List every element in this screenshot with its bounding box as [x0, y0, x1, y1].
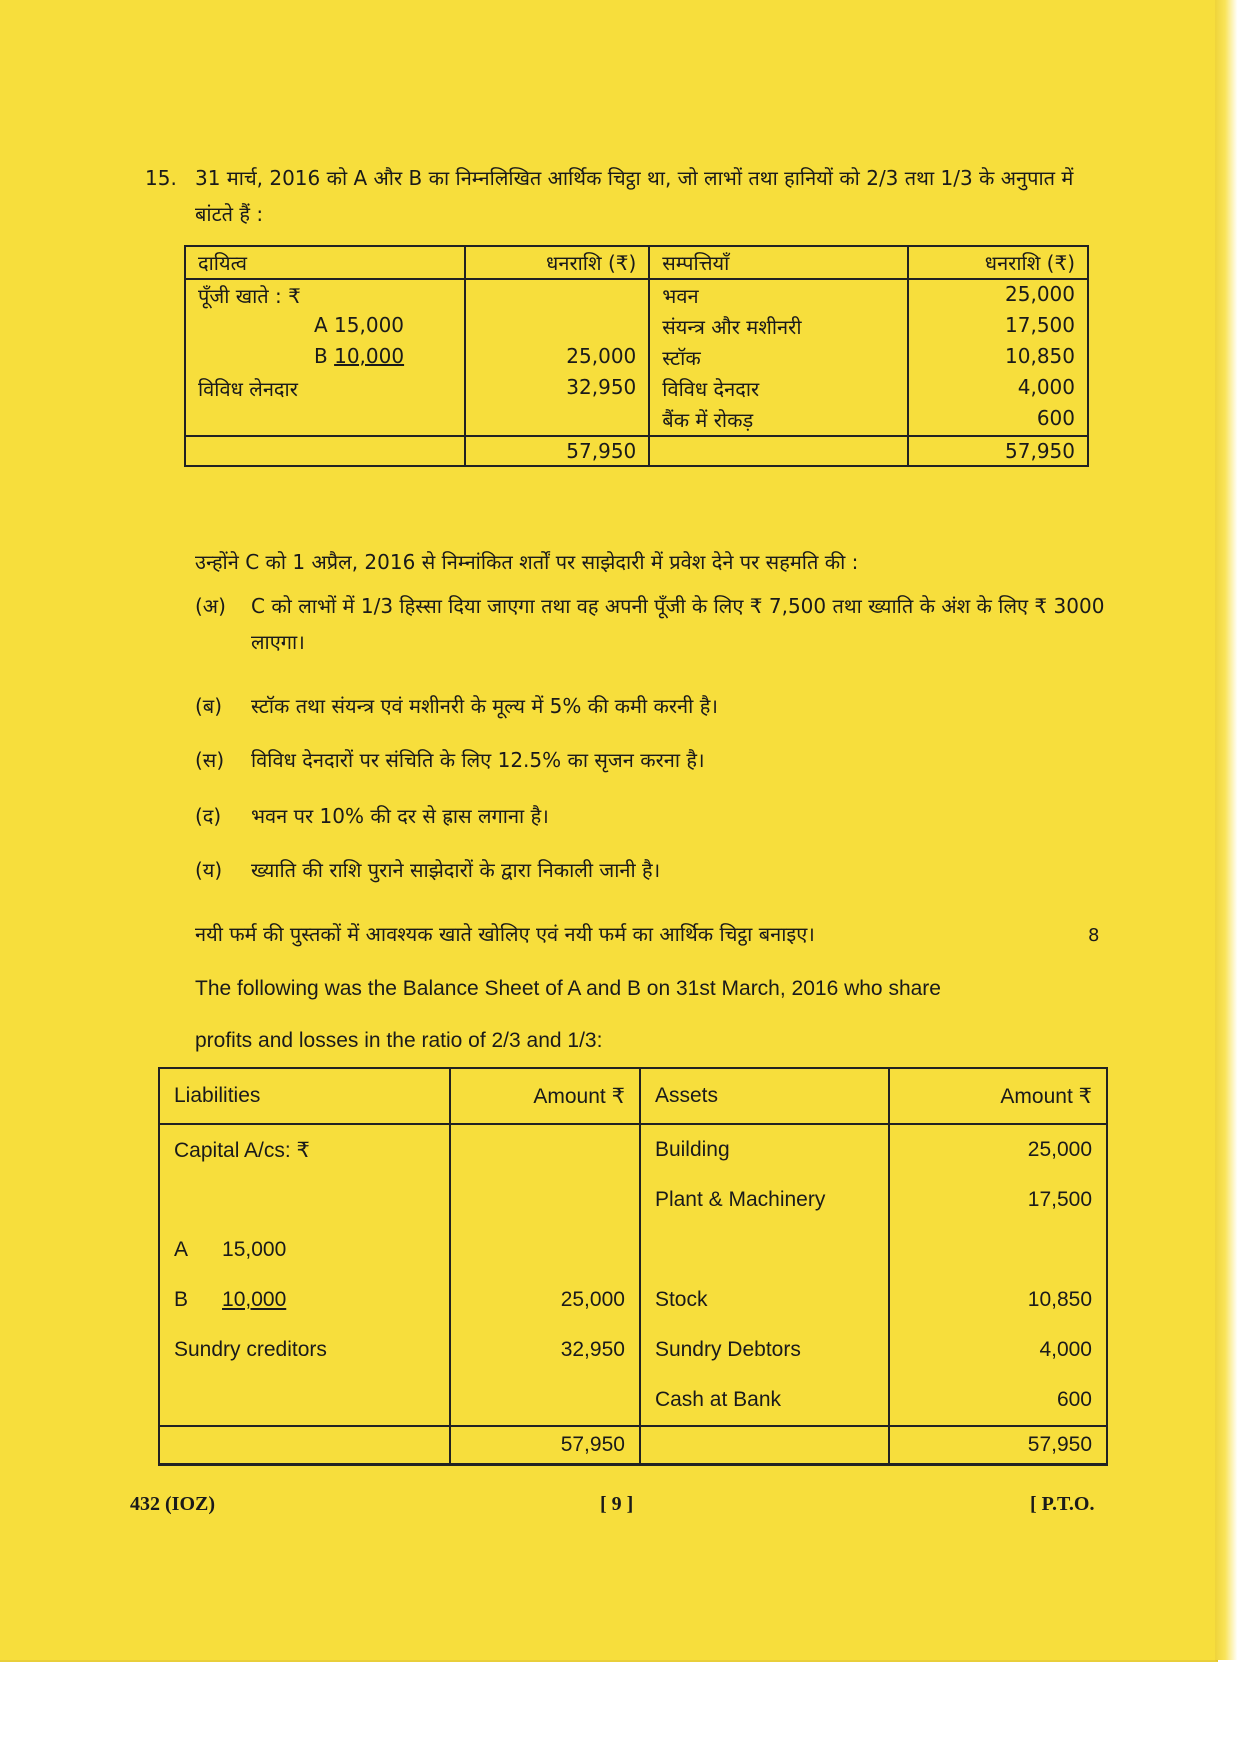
condition-item: [195, 742, 1115, 778]
capital-b-value: 10,000: [222, 1288, 287, 1311]
table-row: [185, 404, 1088, 436]
creditors-label: Sundry creditors: [159, 1325, 450, 1375]
condition-text: स्टॉक तथा संयन्त्र एवं मशीनरी के मूल्य में 5% की कमी करनी है।: [251, 694, 718, 718]
table-header-row: [159, 1068, 1107, 1124]
question-intro-hi: [145, 160, 1115, 232]
table-header-row: [185, 246, 1088, 279]
condition-label: (द): [195, 804, 222, 828]
asset-value: 4,000: [908, 373, 1088, 404]
admission-text: उन्होंने C को 1 अप्रैल, 2016 से निम्नांकित शर्तों पर साझेदारी में प्रवेश देने पर सहमति की :: [195, 550, 859, 574]
table-row: [185, 279, 1088, 311]
page-number: [ 9 ]: [600, 1493, 634, 1515]
asset-value: 25,000: [908, 279, 1088, 311]
capital-total: 25,000: [465, 342, 650, 373]
creditors-label: विविध लेनदार: [185, 373, 465, 404]
condition-text: C को लाभों में 1/3 हिस्सा दिया जाएगा तथा वह अपनी पूँजी के लिए ₹ 7,500 तथा ख्याति के अंश के लिए ₹ 3000 लाएगा।: [251, 594, 1105, 654]
asset-label: Stock: [640, 1275, 890, 1325]
asset-label: विविध देनदार: [649, 373, 908, 404]
asset-value: 17,500: [889, 1175, 1107, 1225]
creditors-value: 32,950: [450, 1325, 640, 1375]
table-row: [159, 1225, 1107, 1275]
header-amount: धनराशि (₹): [908, 246, 1088, 279]
asset-label: भवन: [649, 279, 908, 311]
header-liabilities: दायित्व: [185, 246, 465, 279]
total-assets: 57,950: [889, 1426, 1107, 1465]
total-assets: 57,950: [908, 436, 1088, 466]
total-row: [185, 436, 1088, 466]
creditors-value: 32,950: [465, 373, 650, 404]
total-liabilities: 57,950: [465, 436, 650, 466]
balance-sheet-english: [158, 1067, 1108, 1466]
asset-label: Plant & Machinery: [640, 1175, 890, 1225]
condition-text: विविध देनदारों पर संचिति के लिए 12.5% का सृजन करना है।: [251, 748, 705, 772]
header-liabilities: Liabilities: [159, 1068, 450, 1124]
condition-item: [195, 852, 1115, 888]
capital-a-value: 15,000: [222, 1238, 287, 1261]
pto-label: [ P.T.O.: [1030, 1493, 1095, 1515]
table-row: [159, 1175, 1107, 1225]
paper-code: 432 (IOZ): [130, 1493, 215, 1515]
condition-item: [195, 588, 1115, 660]
capital-a: A 15,000: [185, 311, 465, 342]
asset-value: 17,500: [908, 311, 1088, 342]
intro-hi-text: 31 मार्च, 2016 को A और B का निम्नलिखित आर्थिक चिट्ठा था, जो लाभों तथा हानियों को 2/3 तथा 1/3 के अनुपात में बांटते हैं :: [195, 166, 1074, 226]
header-assets: Assets: [640, 1068, 890, 1124]
condition-text: ख्याति की राशि पुराने साझेदारों के द्वारा निकाली जानी है।: [251, 858, 661, 882]
capital-b-label: B: [314, 344, 328, 368]
asset-value: 10,850: [889, 1275, 1107, 1325]
header-amount: Amount ₹: [889, 1068, 1107, 1124]
capital-a-label: A: [174, 1238, 189, 1261]
marks: 8: [1088, 925, 1100, 946]
page-edge: [1215, 0, 1240, 1660]
condition-label: (ब): [195, 694, 223, 718]
condition-item: [195, 798, 1115, 834]
asset-label: Building: [640, 1124, 890, 1175]
header-assets: सम्पत्तियाँ: [649, 246, 908, 279]
asset-label: संयन्त्र और मशीनरी: [649, 311, 908, 342]
capital-label: पूँजी खाते : ₹: [185, 279, 465, 311]
table-row: [159, 1275, 1107, 1325]
asset-label: Sundry Debtors: [640, 1325, 890, 1375]
asset-value: 600: [889, 1375, 1107, 1426]
condition-label: (य): [195, 858, 223, 882]
condition-label: (अ): [195, 594, 226, 618]
header-amount: Amount ₹: [450, 1068, 640, 1124]
intro-en-line-1: The following was the Balance Sheet of A and B on 31st March, 2016 who share: [195, 977, 941, 1000]
intro-en-line-2: profits and losses in the ratio of 2/3 and 1/3:: [195, 1029, 603, 1052]
asset-label: बैंक में रोकड़: [649, 404, 908, 436]
balance-sheet-hindi: [184, 245, 1089, 467]
capital-b-label: B: [174, 1288, 189, 1311]
asset-label: Cash at Bank: [640, 1375, 890, 1426]
condition-label: (स): [195, 748, 225, 772]
asset-value: 25,000: [889, 1124, 1107, 1175]
table-row: [185, 373, 1088, 404]
asset-value: 600: [908, 404, 1088, 436]
table-row: [159, 1325, 1107, 1375]
total-row: [159, 1426, 1107, 1465]
condition-text: भवन पर 10% की दर से ह्रास लगाना है।: [251, 804, 549, 828]
asset-value: 4,000: [889, 1325, 1107, 1375]
table-row: [185, 342, 1088, 373]
asset-label: स्टॉक: [649, 342, 908, 373]
total-liabilities: 57,950: [450, 1426, 640, 1465]
table-row: [185, 311, 1088, 342]
table-row: [159, 1124, 1107, 1175]
capital-total: 25,000: [450, 1275, 640, 1325]
capital-b-value: 10,000: [334, 344, 405, 368]
question-number: 15.: [145, 166, 177, 190]
condition-item: [195, 688, 1115, 724]
table-row: [159, 1375, 1107, 1426]
asset-value: 10,850: [908, 342, 1088, 373]
capital-label: Capital A/cs: ₹: [159, 1124, 450, 1175]
header-amount: धनराशि (₹): [465, 246, 650, 279]
instruction-text: नयी फर्म की पुस्तकों में आवश्यक खाते खोलिए एवं नयी फर्म का आर्थिक चिट्ठा बनाइए।: [195, 922, 815, 946]
